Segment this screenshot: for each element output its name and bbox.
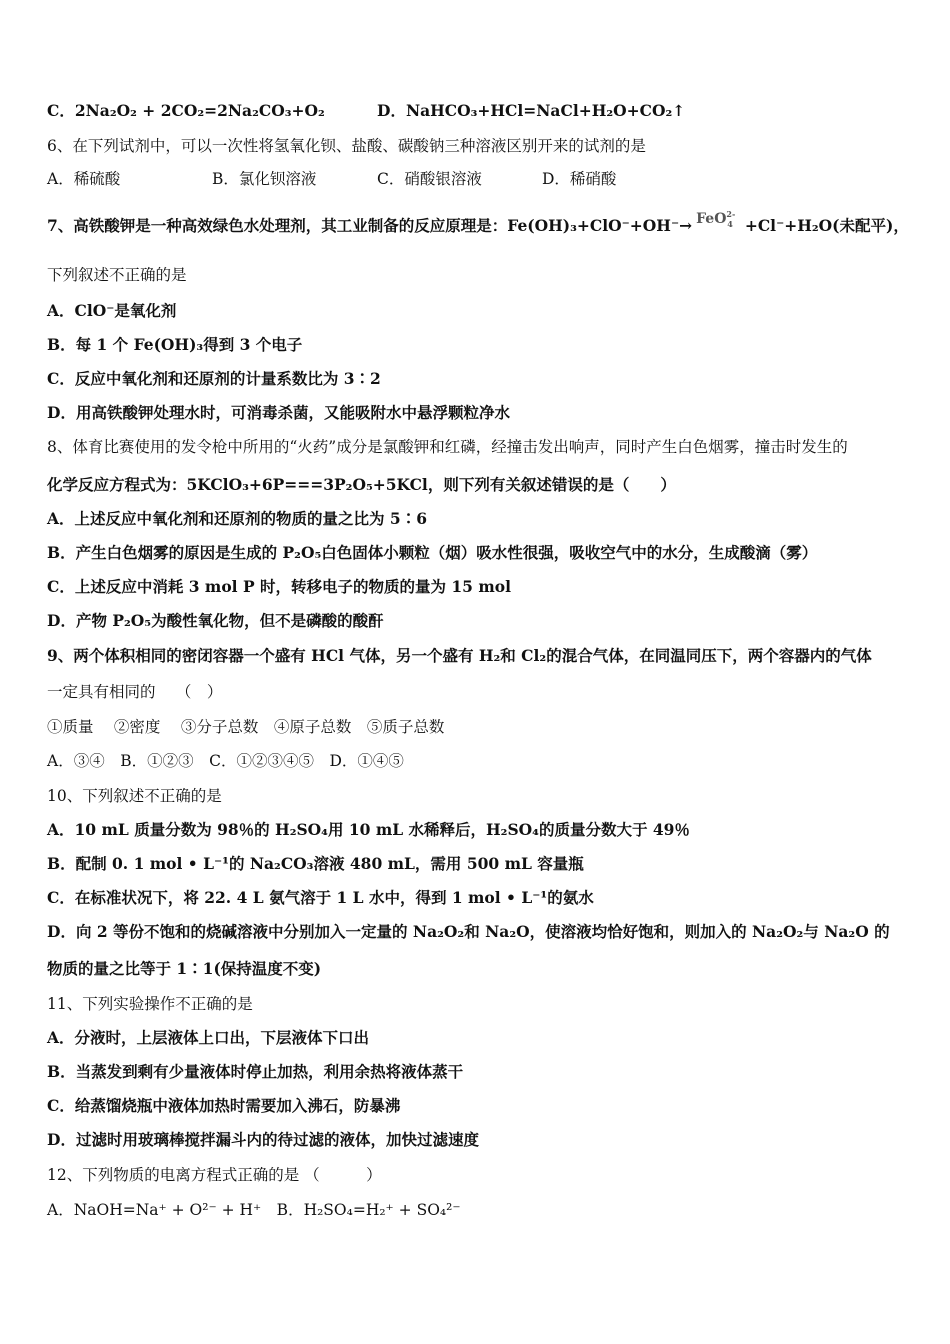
text-line-l32: A．NaOH=Na⁺ + O²⁻ + H⁺ B．H₂SO₄=H₂⁺ + SO₄²⁻: [47, 1201, 461, 1219]
text-line-l31: 12、下列物质的电离方程式正确的是 （ ）: [47, 1166, 382, 1184]
option-l1-1: D．NaHCO₃+HCl=NaCl+H₂O+CO₂↑: [377, 101, 686, 120]
text-line-l1: [47, 100, 910, 122]
ferrate-subscript: 4: [727, 219, 733, 229]
option-l1-0: C．2Na₂O₂ + 2CO₂=2Na₂CO₃+O₂: [47, 101, 325, 120]
text-line-l30: D．过滤时用玻璃棒搅拌漏斗内的待过滤的液体，加快过滤速度: [47, 1130, 479, 1149]
text-line-l12: A．上述反应中氧化剂和还原剂的物质的量之比为 5∶6: [47, 509, 427, 528]
text-line-l7: B．每 1 个 Fe(OH)₃得到 3 个电子: [47, 335, 303, 354]
text-line-l8: C．反应中氧化剂和还原剂的计量系数比为 3∶2: [47, 369, 381, 388]
text-line-l27: A．分液时，上层液体上口出，下层液体下口出: [47, 1028, 370, 1047]
ferrate-formula-text: FeO: [696, 211, 727, 227]
text-line-l11: 化学反应方程式为：5KClO₃+6P===3P₂O₅+5KCl，则下列有关叙述错误的是（ ）: [47, 475, 676, 494]
text-line-l28: B．当蒸发到剩有少量液体时停止加热，利用余热将液体蒸干: [47, 1062, 464, 1081]
option-l3-1: B．氯化钡溶液: [212, 170, 317, 188]
text-line-l22: B．配制 0. 1 mol • L⁻¹的 Na₂CO₃溶液 480 mL，需用 500 mL 容量瓶: [47, 854, 584, 873]
text-line-l5: 下列叙述不正确的是: [47, 266, 187, 284]
text-line-l2: 6、在下列试剂中，可以一次性将氢氧化钡、盐酸、碳酸钠三种溶液区别开来的试剂的是: [47, 137, 646, 155]
text-line-l10: 8、体育比赛使用的发令枪中所用的“火药”成分是氯酸钾和红磷，经撞击发出响声，同时产生白色烟雾，撞击时发生的: [47, 438, 848, 456]
text-line-l26: 11、下列实验操作不正确的是: [47, 995, 253, 1013]
text-line-l15: D．产物 P₂O₅为酸性氧化物，但不是磷酸的酸酐: [47, 611, 384, 630]
text-line-l17: 一定具有相同的 （ ）: [47, 683, 223, 701]
text-line-l6: A．ClO⁻是氧化剂: [47, 301, 177, 320]
text-line-l20: 10、下列叙述不正确的是: [47, 787, 222, 805]
text-line-l23: C．在标准状况下，将 22. 4 L 氨气溶于 1 L 水中，得到 1 mol • L⁻¹的氨水: [47, 888, 594, 907]
text-line-l14: C．上述反应中消耗 3 mol P 时，转移电子的物质的量为 15 mol: [47, 577, 511, 596]
text-line-l9: D．用高铁酸钾处理水时，可消毒杀菌，又能吸附水中悬浮颗粒净水: [47, 403, 510, 422]
option-l3-3: D．稀硝酸: [542, 170, 617, 188]
option-l3-0: A．稀硫酸: [47, 170, 121, 188]
text-line-l29: C．给蒸馏烧瓶中液体加热时需要加入沸石，防暴沸: [47, 1096, 401, 1115]
text-line-l25: 物质的量之比等于 1∶1(保持温度不变): [47, 959, 322, 978]
text-line-l13: B．产生白色烟雾的原因是生成的 P₂O₅白色固体小颗粒（烟）吸水性很强，吸收空气中的水分，生成酸滴（雾）: [47, 543, 818, 562]
ferrate-formula-image: [696, 208, 741, 231]
text-line-l18: ①质量 ②密度 ③分子总数 ④原子总数 ⑤质子总数: [47, 718, 445, 736]
option-l3-2: C．硝酸银溶液: [377, 170, 482, 188]
text-line-l24: D．向 2 等份不饱和的烧碱溶液中分别加入一定量的 Na₂O₂和 Na₂O，使溶液均恰好饱和，则加入的 Na₂O₂与 Na₂O 的: [47, 922, 890, 941]
text-line-l3: [47, 168, 910, 190]
ferrate-charge: 2-: [726, 209, 736, 219]
q7-suffix: +Cl⁻+H₂O(未配平)，: [744, 216, 909, 235]
q7-prefix: 7、高铁酸钾是一种高效绿色水处理剂，其工业制备的反应原理是：Fe(OH)₃+ClO⁻+OH⁻→: [47, 216, 693, 235]
text-line-l16: 9、两个体积相同的密闭容器一个盛有 HCl 气体，另一个盛有 H₂和 Cl₂的混合气体，在同温同压下，两个容器内的气体: [47, 646, 872, 665]
q7-stem-line: [47, 209, 910, 239]
text-line-l19: A．③④ B．①②③ C．①②③④⑤ D．①④⑤: [47, 752, 404, 770]
text-line-l21: A．10 mL 质量分数为 98％的 H₂SO₄用 10 mL 水稀释后，H₂SO₄的质量分数大于 49％: [47, 820, 690, 839]
